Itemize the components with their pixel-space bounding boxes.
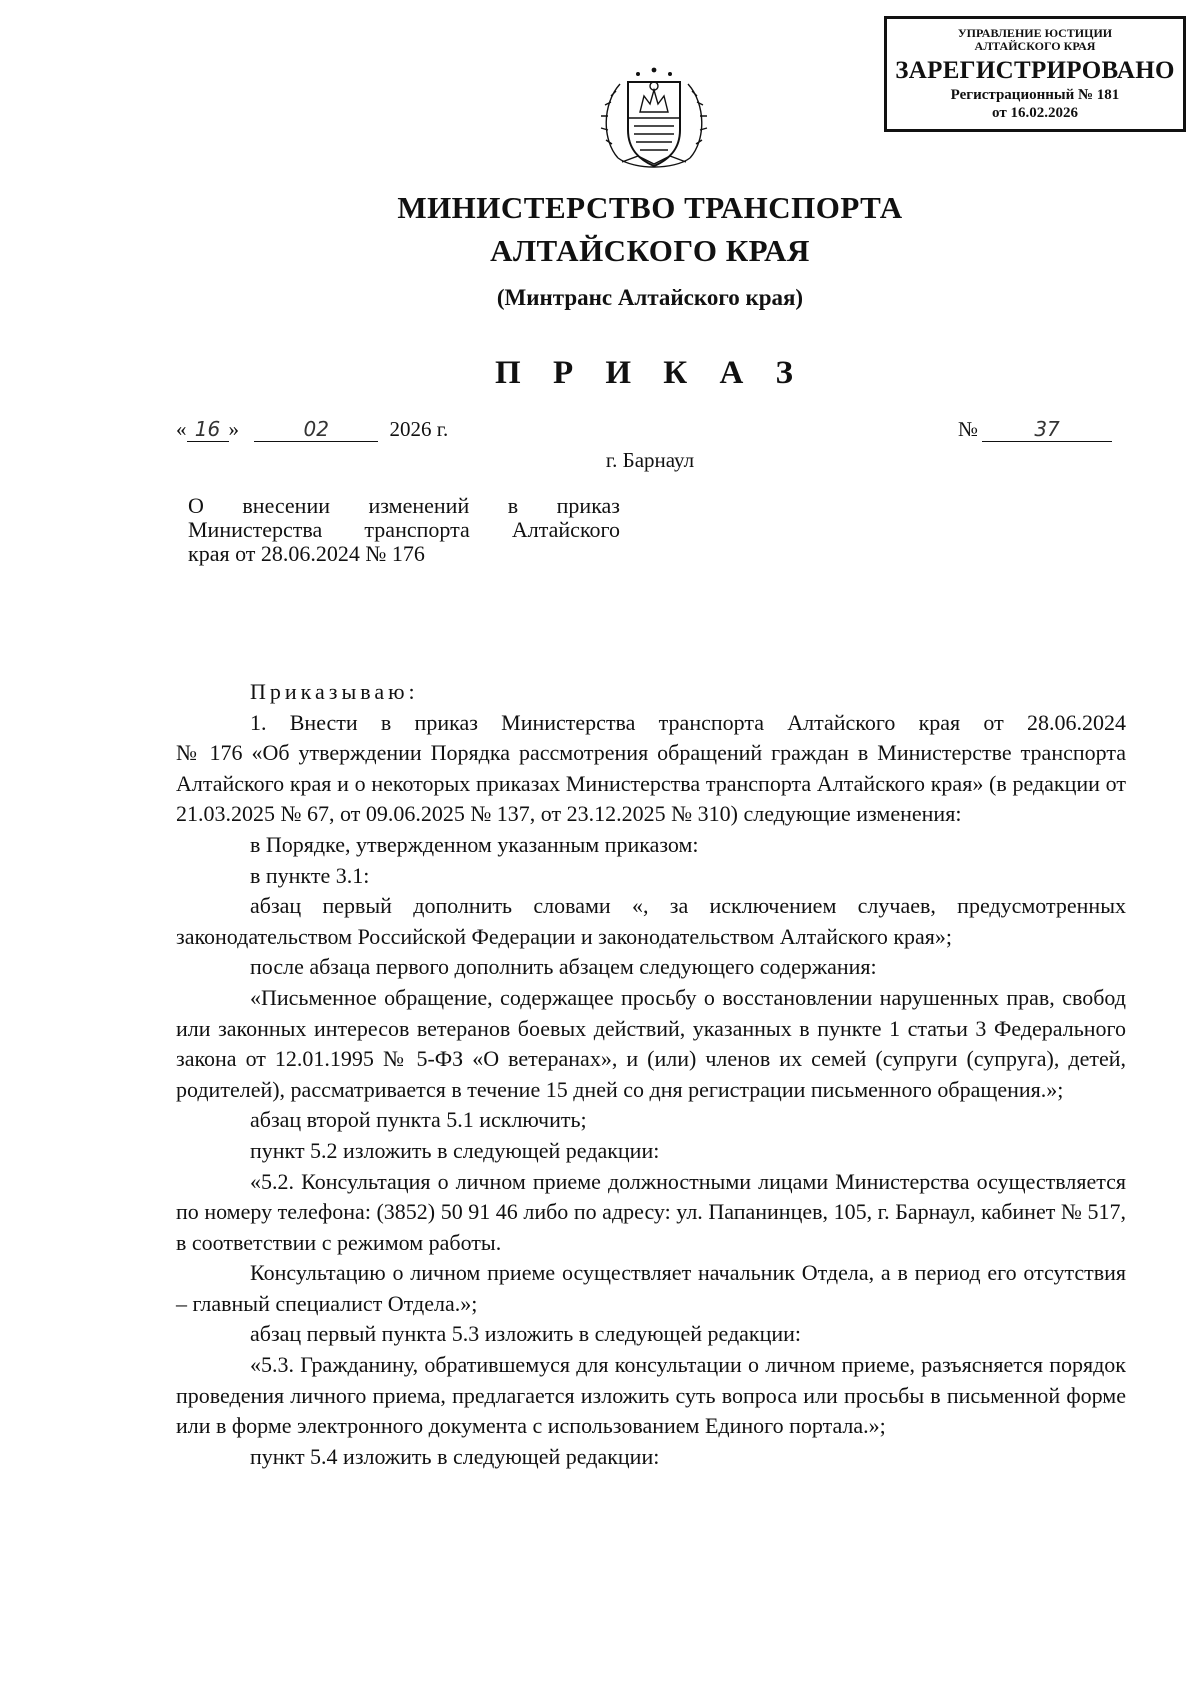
- date-year: 2026 г.: [389, 417, 449, 441]
- date-month: 02: [254, 417, 378, 442]
- paragraph: пункт 5.2 изложить в следующей редакции:: [250, 1137, 660, 1163]
- stamp-org-line2: АЛТАЙСКОГО КРАЯ: [974, 39, 1096, 53]
- stamp-reg-date: от 16.02.2026: [992, 105, 1078, 121]
- date-open-quote: «: [176, 417, 187, 441]
- paragraph: абзац первый дополнить словами «, за исключением случаев, предусмотренных законодательством Российской Федерации и законодательством Алтайского края»;: [176, 893, 1126, 949]
- stamp-status: ЗАРЕГИСТРИРОВАНО: [895, 57, 1175, 84]
- coat-of-arms-icon: [598, 60, 710, 180]
- order-body: [176, 677, 1126, 1472]
- order-word: Приказываю:: [250, 679, 419, 704]
- order-number-value: 37: [982, 417, 1112, 442]
- paragraph: 1. Внести в приказ Министерства транспорта Алтайского края от 28.06.2024: [250, 709, 1126, 735]
- ministry-name-line2: АЛТАЙСКОГО КРАЯ: [490, 233, 810, 268]
- paragraph: абзац первый пункта 5.3 изложить в следующей редакции:: [250, 1321, 802, 1347]
- paragraph: № 176 «Об утверждении Порядка рассмотрения обращений граждан в Министерстве транспорта Алтайского края и о некоторых приказах Министерства транспорта Алтайского края» (в редакции от 21.03.2025 № 67, от 09.06.2025 № 137, от 23.12.2025 № 310) следующие изменения:: [176, 740, 1126, 827]
- city: г. Барнаул: [605, 448, 695, 472]
- paragraph: «5.3. Гражданину, обратившемуся для консультации о личном приеме, разъясняется порядок проведения личного приема, предлагается изложить суть вопроса или просьбы в письменной форме или в форме электронного документа с использованием Единого портала.»;: [176, 1352, 1126, 1439]
- stamp-org-line1: УПРАВЛЕНИЕ ЮСТИЦИИ: [957, 26, 1113, 40]
- order-number: [958, 417, 1112, 442]
- date-day: 16: [187, 417, 229, 442]
- ministry-short-name: (Минтранс Алтайского края): [496, 285, 804, 310]
- paragraph: Консультацию о личном приеме осуществляет начальник Отдела, а в период его отсутствия – главный специалист Отдела.»;: [176, 1260, 1126, 1316]
- subject-line: О внесении изменений в приказ: [188, 493, 620, 518]
- paragraph: «5.2. Консультация о личном приеме должностными лицами Министерства осуществляется по номеру телефона: (3852) 50 91 46 либо по адресу: ул. Папанинцев, 105, г. Барнаул, кабинет № 517, в соответствии с режимом работы.: [176, 1168, 1126, 1255]
- number-sign: №: [958, 417, 979, 441]
- paragraph: пункт 5.4 изложить в следующей редакции:: [250, 1443, 660, 1469]
- order-date: [176, 417, 448, 442]
- date-close-quote: »: [228, 417, 239, 441]
- paragraph: «Письменное обращение, содержащее просьбу о восстановлении нарушенных прав, свобод или законных интересов ветеранов боевых действий, указанных в пункте 1 статьи 3 Федерального закона от 12.01.1995 № 5-ФЗ «О ветеранах», и (или) членов их семей (супруги (супруга), детей, родителей), рассматривается в течение 15 дней со дня регистрации письменного обращения.»;: [176, 984, 1126, 1102]
- paragraph: абзац второй пункта 5.1 исключить;: [250, 1107, 587, 1133]
- stamp-reg-number: Регистрационный № 181: [950, 87, 1120, 103]
- ministry-name-line1: МИНИСТЕРСТВО ТРАНСПОРТА: [397, 190, 903, 225]
- paragraph: в пункте 3.1:: [250, 862, 370, 888]
- document-type: П Р И К А З: [495, 355, 805, 391]
- paragraph: после абзаца первого дополнить абзацем следующего содержания:: [250, 954, 877, 980]
- subject-line: Министерства транспорта Алтайского: [188, 517, 620, 542]
- order-subject: [188, 494, 620, 566]
- paragraph: в Порядке, утвержденном указанным приказом:: [250, 831, 699, 857]
- subject-line: края от 28.06.2024 № 176: [188, 541, 425, 566]
- registration-stamp: [884, 16, 1186, 132]
